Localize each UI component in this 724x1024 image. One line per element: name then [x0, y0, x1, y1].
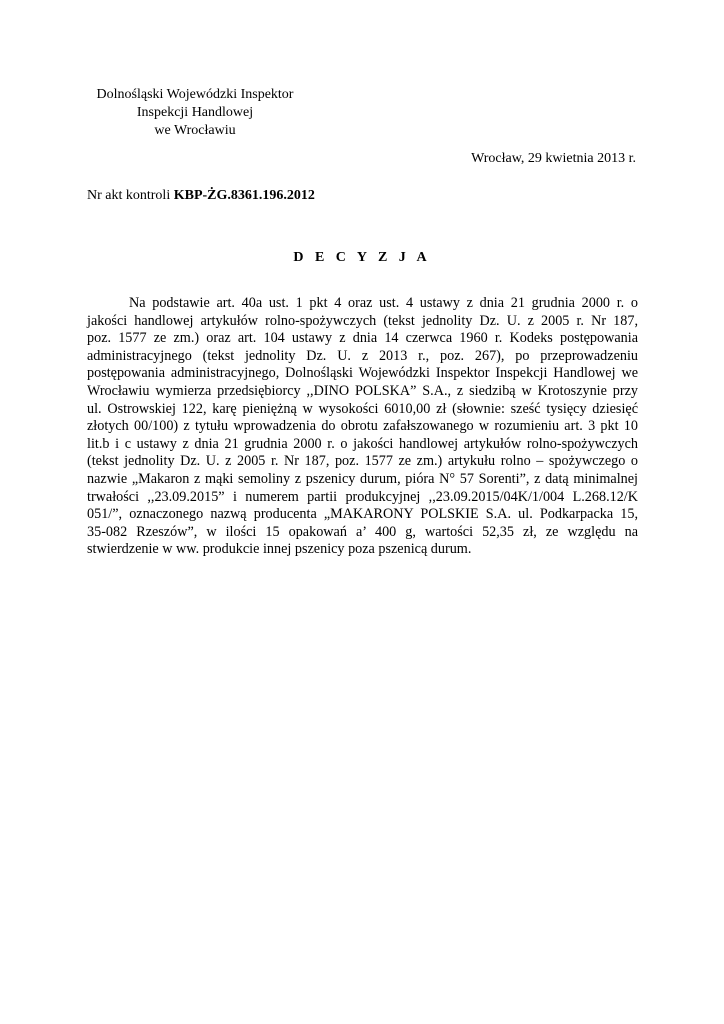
case-reference	[87, 187, 315, 205]
decision-body	[87, 295, 638, 559]
body-line: nazwie „Makaron z mąki semoliny z pszenicy durum, pióra N° 57 Sorenti”, z datą minimalnej	[87, 470, 638, 487]
body-line: 051/”, oznaczonego nazwą producenta „MAKARONY POLSKIE S.A. ul. Podkarpacka 15,	[87, 506, 638, 523]
place-date: Wrocław, 29 kwietnia 2013 r.	[471, 151, 636, 166]
body-line: ul. Ostrowskiej 122, karę pieniężną w wysokości 6010,00 zł (słownie: sześć tysięcy dziesięć	[87, 400, 638, 417]
body-line: trwałości ,,23.09.2015” i numerem partii produkcyjnej ,,23.09.2015/04K/1/004 L.268.12/K	[87, 488, 638, 505]
issuer-line: we Wrocławiu	[154, 123, 236, 138]
issuer-line: Dolnośląski Wojewódzki Inspektor	[96, 87, 294, 102]
body-line: jakości handlowej artykułów rolno-spożywczych (tekst jednolity Dz. U. z 2005 r. Nr 187,	[87, 312, 638, 329]
document-title: D E C Y Z J A	[293, 250, 431, 265]
body-line: poz. 1577 ze zm.) oraz art. 104 ustawy z dnia 14 czerwca 1960 r. Kodeks postępowania	[87, 330, 638, 347]
body-line: lit.b i c ustawy z dnia 21 grudnia 2000 r. o jakości handlowej artykułów rolno-spożywczych	[87, 435, 638, 452]
case-reference-label: Nr akt kontroli	[87, 188, 174, 203]
issuer-block	[80, 86, 310, 140]
body-line: Na podstawie art. 40a ust. 1 pkt 4 oraz ust. 4 ustawy z dnia 21 grudnia 2000 r. o	[129, 295, 638, 311]
body-line: 35-082 Rzeszów”, w ilości 15 opakowań a’ 400 g, wartości 52,35 zł, ze względu na	[87, 523, 638, 540]
case-reference-number: KBP-ŻG.8361.196.2012	[173, 188, 315, 203]
body-line: (tekst jednolity Dz. U. z 2005 r. Nr 187, poz. 1577 ze zm.) artykułu rolno – spożywczego o	[87, 453, 638, 470]
issuer-line: Inspekcji Handlowej	[136, 105, 254, 120]
body-line: złotych 00/100) z tytułu wprowadzenia do obrotu zafałszowanego w rozumieniu art. 3 pkt 10	[87, 418, 638, 435]
body-line: postępowania administracyjnego, Dolnośląski Wojewódzki Inspektor Inspekcji Handlowej we	[87, 365, 638, 382]
body-line: Wrocławiu wymierza przedsiębiorcy ,,DINO POLSKA” S.A., z siedzibą w Krotoszynie przy	[87, 382, 638, 399]
body-line: administracyjnego (tekst jednolity Dz. U. z 2013 r., poz. 267), po przeprowadzeniu	[87, 347, 638, 364]
body-line: stwierdzenie w ww. produkcie innej pszenicy poza pszenicą durum.	[87, 541, 472, 558]
